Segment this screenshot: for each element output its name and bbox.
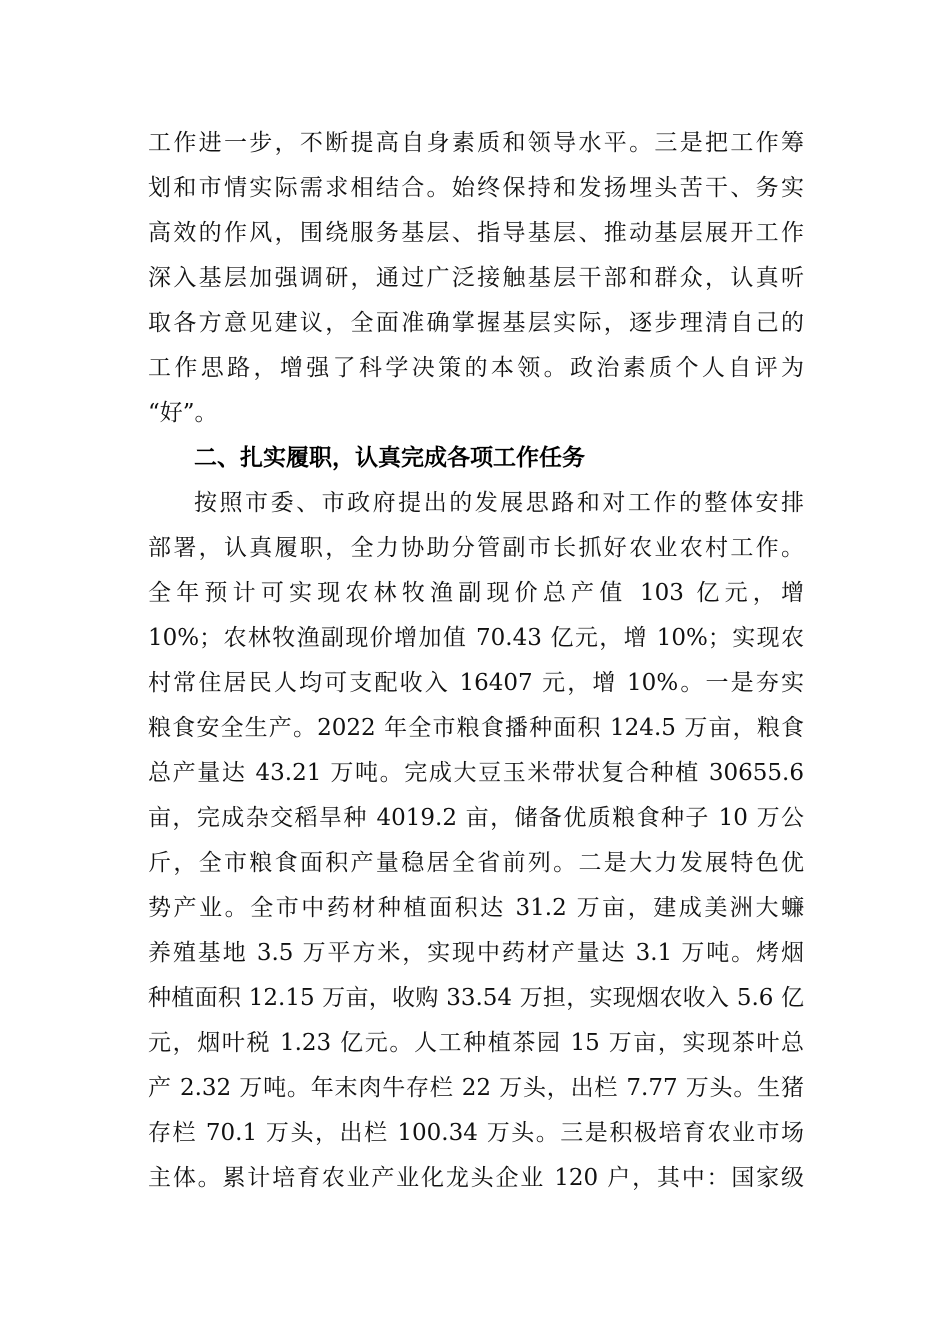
text-line: 深入基层加强调研，通过广泛接触基层干部和群众，认真听 <box>148 265 804 291</box>
text-line: 村常住居民人均可支配收入 16407 元，增 10%。一是夯实 <box>148 670 804 696</box>
text-line: 粮食安全生产。2022 年全市粮食播种面积 124.5 万亩，粮食 <box>148 715 804 741</box>
text-line: 取各方意见建议，全面准确掌握基层实际，逐步理清自己的 <box>148 310 804 336</box>
text-line: 养殖基地 3.5 万平方米，实现中药材产量达 3.1 万吨。烤烟 <box>148 940 804 966</box>
text-line: 总产量达 43.21 万吨。完成大豆玉米带状复合种植 30655.6 <box>148 760 804 786</box>
text-line: 种植面积 12.15 万亩，收购 33.54 万担，实现烟农收入 5.6 亿 <box>148 985 804 1011</box>
text-line: “好”。 <box>148 400 218 426</box>
text-line: 元，烟叶税 1.23 亿元。人工种植茶园 15 万亩，实现茶叶总 <box>148 1030 804 1056</box>
text-line: 工作进一步，不断提高自身素质和领导水平。三是把工作筹 <box>148 130 804 156</box>
text-line: 产 2.32 万吨。年末肉牛存栏 22 万头，出栏 7.77 万头。生猪 <box>148 1075 804 1101</box>
text-line: 势产业。全市中药材种植面积达 31.2 万亩，建成美洲大蠊 <box>148 895 804 921</box>
text-line: 按照市委、市政府提出的发展思路和对工作的整体安排 <box>194 490 804 516</box>
text-line: 10%；农林牧渔副现价增加值 70.43 亿元，增 10%；实现农 <box>148 625 804 651</box>
text-line: 主体。累计培育农业产业化龙头企业 120 户，其中：国家级 <box>148 1165 804 1191</box>
paragraph-political-quality <box>148 121 804 436</box>
text-line: 工作思路，增强了科学决策的本领。政治素质个人自评为 <box>148 355 804 381</box>
paragraph-work-tasks <box>148 481 804 1201</box>
text-line: 划和市情实际需求相结合。始终保持和发扬埋头苦干、务实 <box>148 175 804 201</box>
text-line: 存栏 70.1 万头，出栏 100.34 万头。三是积极培育农业市场 <box>148 1120 804 1146</box>
document-body <box>148 121 804 1201</box>
text-line: 高效的作风，围绕服务基层、指导基层、推动基层展开工作 <box>148 220 804 246</box>
text-line: 全年预计可实现农林牧渔副现价总产值 103 亿元，增 <box>148 580 804 606</box>
text-line: 部署，认真履职，全力协助分管副市长抓好农业农村工作。 <box>148 535 804 561</box>
section-heading: 二、扎实履职，认真完成各项工作任务 <box>194 445 585 471</box>
text-line: 斤，全市粮食面积产量稳居全省前列。二是大力发展特色优 <box>148 850 804 876</box>
text-line: 亩，完成杂交稻旱种 4019.2 亩，储备优质粮食种子 10 万公 <box>148 805 804 831</box>
